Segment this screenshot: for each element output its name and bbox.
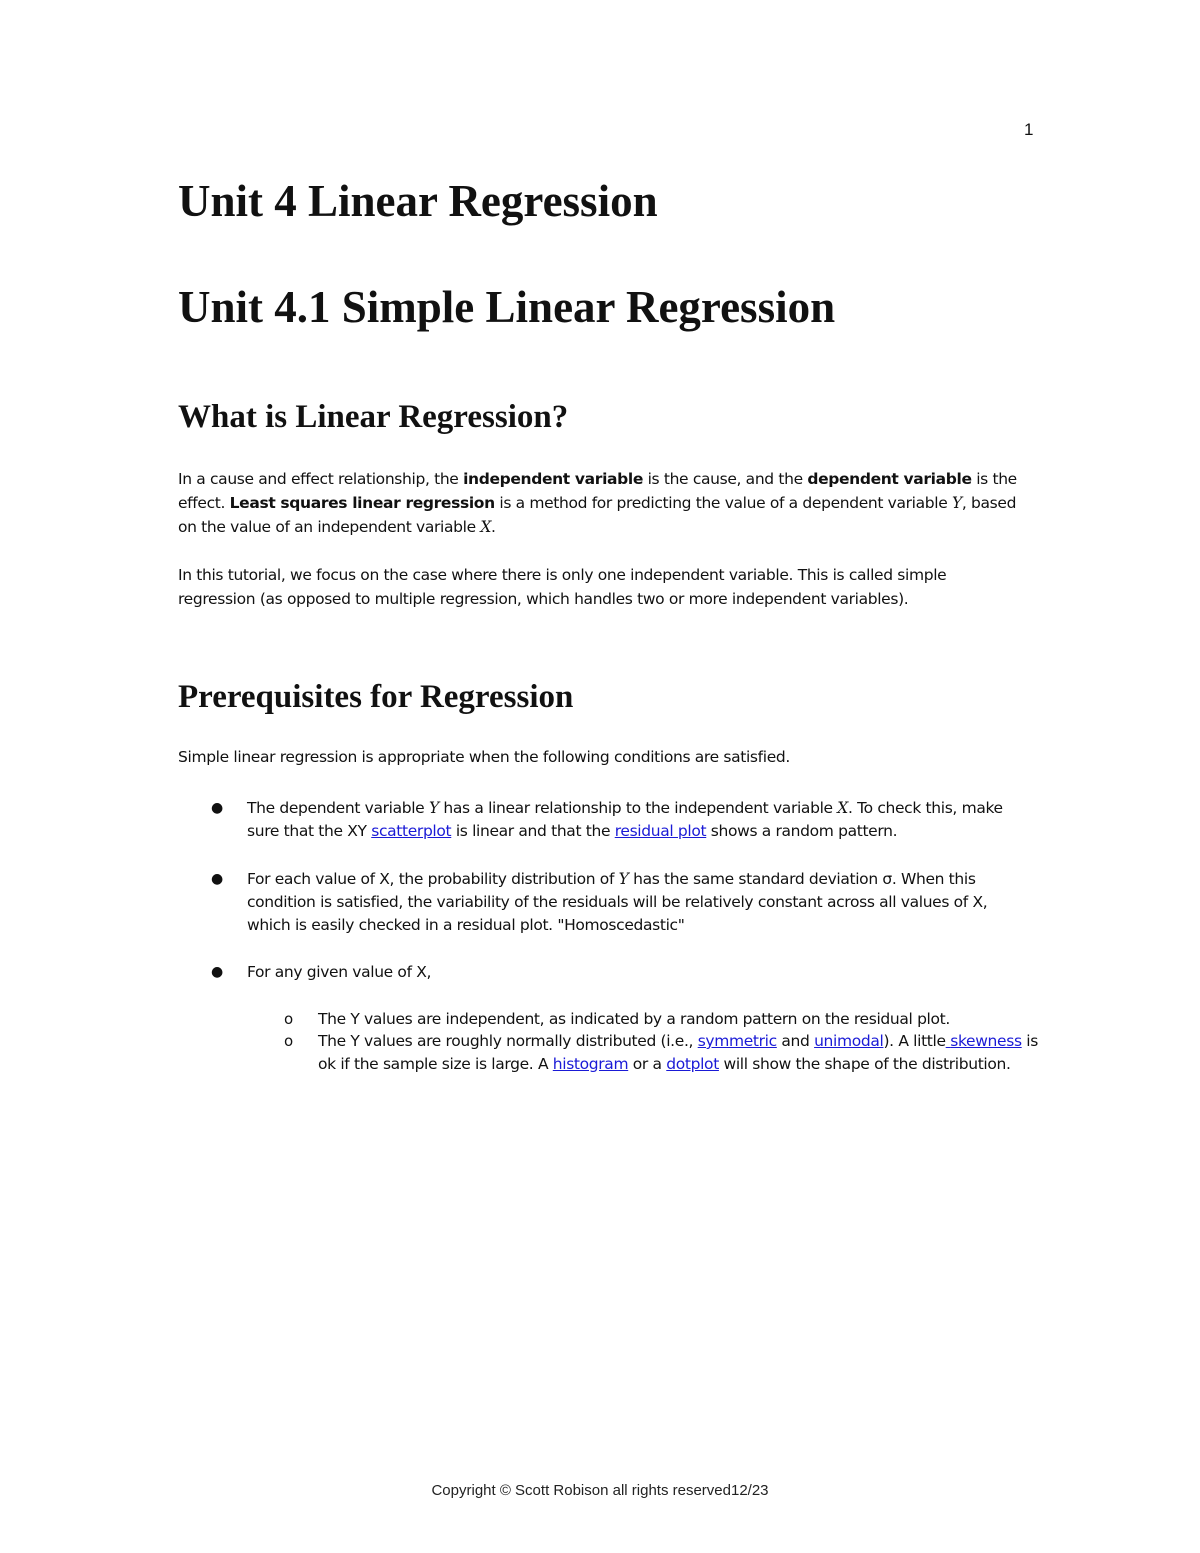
bullet-icon: ●	[211, 964, 223, 980]
text-run: has the same standard deviation σ. When this condition is satisfied, the variability of the residuals will be relatively constant across all values of X, which is easily checked in a residual plot. "Homoscedastic"	[247, 870, 988, 934]
text-run: . To check this, make sure that the XY	[247, 799, 1003, 840]
bullet-icon: ●	[211, 800, 223, 816]
page-number: 1	[1024, 120, 1034, 139]
residual-plot-link[interactable]: residual plot	[614, 822, 707, 840]
paragraph-tutorial-focus: In this tutorial, we focus on the case where there is only one independent variable. This is called simple regression (as opposed to multiple regression, which handles two or more independent variables).	[178, 566, 947, 608]
list-item	[211, 961, 1032, 984]
skewness-link[interactable]	[946, 1032, 1022, 1050]
term-dependent-variable: dependent variable	[807, 470, 972, 488]
text-run: ). A little	[883, 1032, 946, 1050]
variable-y: Y	[428, 799, 439, 817]
histogram-link[interactable]: histogram	[552, 1054, 629, 1073]
scatterplot-link[interactable]: scatterplot	[371, 822, 452, 840]
term-least-squares: Least squares linear regression	[229, 494, 495, 512]
text-run: and	[776, 1032, 815, 1050]
list-item	[211, 797, 1032, 843]
text-run: The Y values are roughly normally distributed (i.e.,	[318, 1032, 698, 1050]
variable-x: X	[837, 799, 848, 817]
list-item	[211, 868, 1032, 937]
text-run: For any given value of X,	[247, 963, 432, 981]
text-run: is the cause, and the	[643, 470, 808, 488]
text-run: The Y values are independent, as indicated by a random pattern on the residual plot.	[318, 1010, 950, 1028]
page-footer	[0, 1482, 1200, 1499]
text-run: is a method for predicting the value of a dependent variable	[494, 494, 952, 512]
sub-list-item	[284, 1008, 1038, 1031]
unimodal-link[interactable]: unimodal	[814, 1032, 884, 1050]
variable-x: X	[480, 518, 492, 536]
sub-bullet-icon: o	[284, 1010, 293, 1028]
text-run: For each value of X, the probability distribution of	[247, 870, 619, 888]
term-independent-variable: independent variable	[463, 470, 644, 488]
text-run: , based on the value of an independent variable	[178, 494, 1017, 536]
page-title: Unit 4 Linear Regression	[178, 176, 658, 226]
sub-list-item	[284, 1030, 1038, 1075]
text-run: .	[491, 518, 496, 536]
text-run: will show the shape of the distribution.	[718, 1054, 1011, 1073]
section-heading-what-is: What is Linear Regression?	[178, 399, 569, 435]
text-run: The dependent variable	[247, 799, 429, 817]
page-subtitle: Unit 4.1 Simple Linear Regression	[178, 282, 836, 332]
text-run: shows a random pattern.	[706, 822, 898, 840]
section-heading-prerequisites: Prerequisites for Regression	[178, 679, 574, 715]
symmetric-link[interactable]: symmetric	[697, 1032, 777, 1050]
paragraph-definition	[178, 467, 1028, 539]
copyright-notice: Copyright © Scott Robison all rights reserved12/23	[431, 1482, 769, 1499]
paragraph-conditions-intro: Simple linear regression is appropriate when the following conditions are satisfied.	[178, 748, 790, 766]
text-run: is the effect.	[178, 470, 1017, 512]
text-run: is linear and that the	[451, 822, 615, 840]
variable-y: Y	[618, 870, 629, 888]
text-run: In a cause and effect relationship, the	[178, 470, 464, 488]
sub-bullet-icon: o	[284, 1032, 293, 1050]
bullet-icon: ●	[211, 871, 223, 887]
text-run: or a	[628, 1054, 667, 1073]
link-label: skewness	[950, 1032, 1022, 1050]
text-run: is ok if the sample size is large. A	[318, 1032, 1038, 1073]
dotplot-link[interactable]: dotplot	[666, 1054, 719, 1073]
variable-y: Y	[952, 494, 962, 512]
text-run: has a linear relationship to the independent variable	[438, 799, 838, 817]
